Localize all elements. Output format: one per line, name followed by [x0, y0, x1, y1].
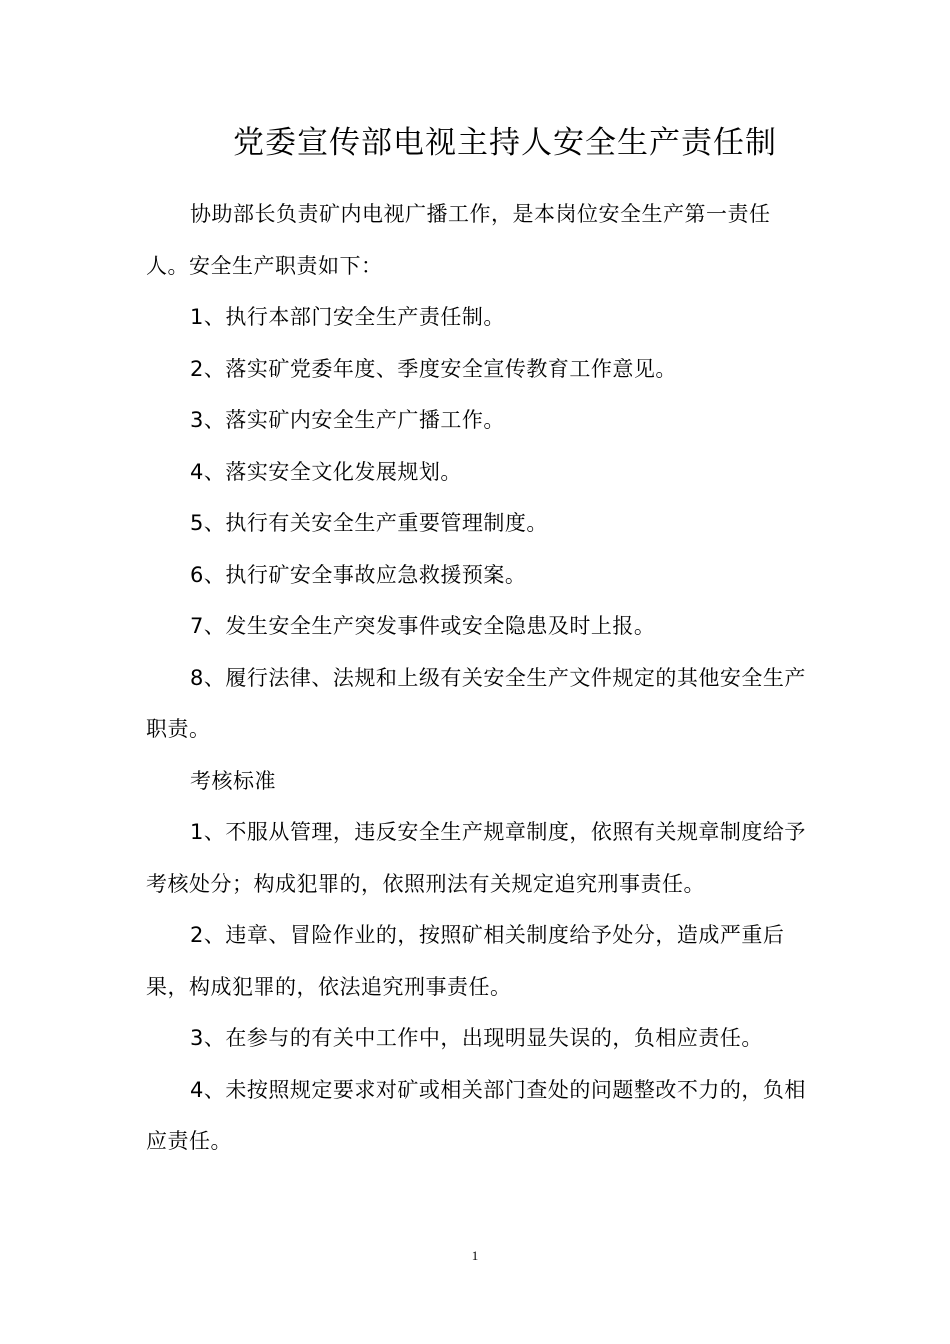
duty-item-7: 7、发生安全生产突发事件或安全隐患及时上报。: [190, 614, 656, 638]
duty-item-3: 3、落实矿内安全生产广播工作。: [190, 408, 505, 432]
duty-item-1: 1、执行本部门安全生产责任制。: [190, 305, 505, 329]
assessment-heading: 考核标准: [190, 768, 276, 793]
assessment-item-4: 4、未按照规定要求对矿或相关部门查处的问题整改不力的，负相应责任。: [146, 1077, 806, 1153]
duty-item-8: 8、履行法律、法规和上级有关安全生产文件规定的其他安全生产职责。: [146, 665, 806, 741]
paragraph-intro: 协助部长负责矿内电视广播工作，是本岗位安全生产第一责任人。安全生产职责如下：: [146, 202, 771, 278]
duty-item-6: 6、执行矿安全事故应急救援预案。: [190, 562, 527, 587]
duty-item-5: 5、执行有关安全生产重要管理制度。: [190, 511, 548, 535]
duty-item-2: 2、落实矿党委年度、季度安全宣传教育工作意见。: [190, 356, 677, 381]
duty-item-4: 4、落实安全文化发展规划。: [190, 459, 462, 484]
assessment-item-3: 3、在参与的有关中工作中，出现明显失误的，负相应责任。: [190, 1026, 763, 1050]
assessment-item-2: 2、违章、冒险作业的，按照矿相关制度给予处分，造成严重后果，构成犯罪的，依法追究刑事责任。: [146, 923, 785, 999]
document-title: 党委宣传部电视主持人安全生产责任制: [233, 125, 777, 161]
assessment-item-1: 1、不服从管理，违反安全生产规章制度，依照有关规章制度给予考核处分；构成犯罪的，依照刑法有关规定追究刑事责任。: [146, 820, 806, 896]
document-body: [146, 189, 810, 1168]
page-number: 1: [471, 1248, 479, 1263]
